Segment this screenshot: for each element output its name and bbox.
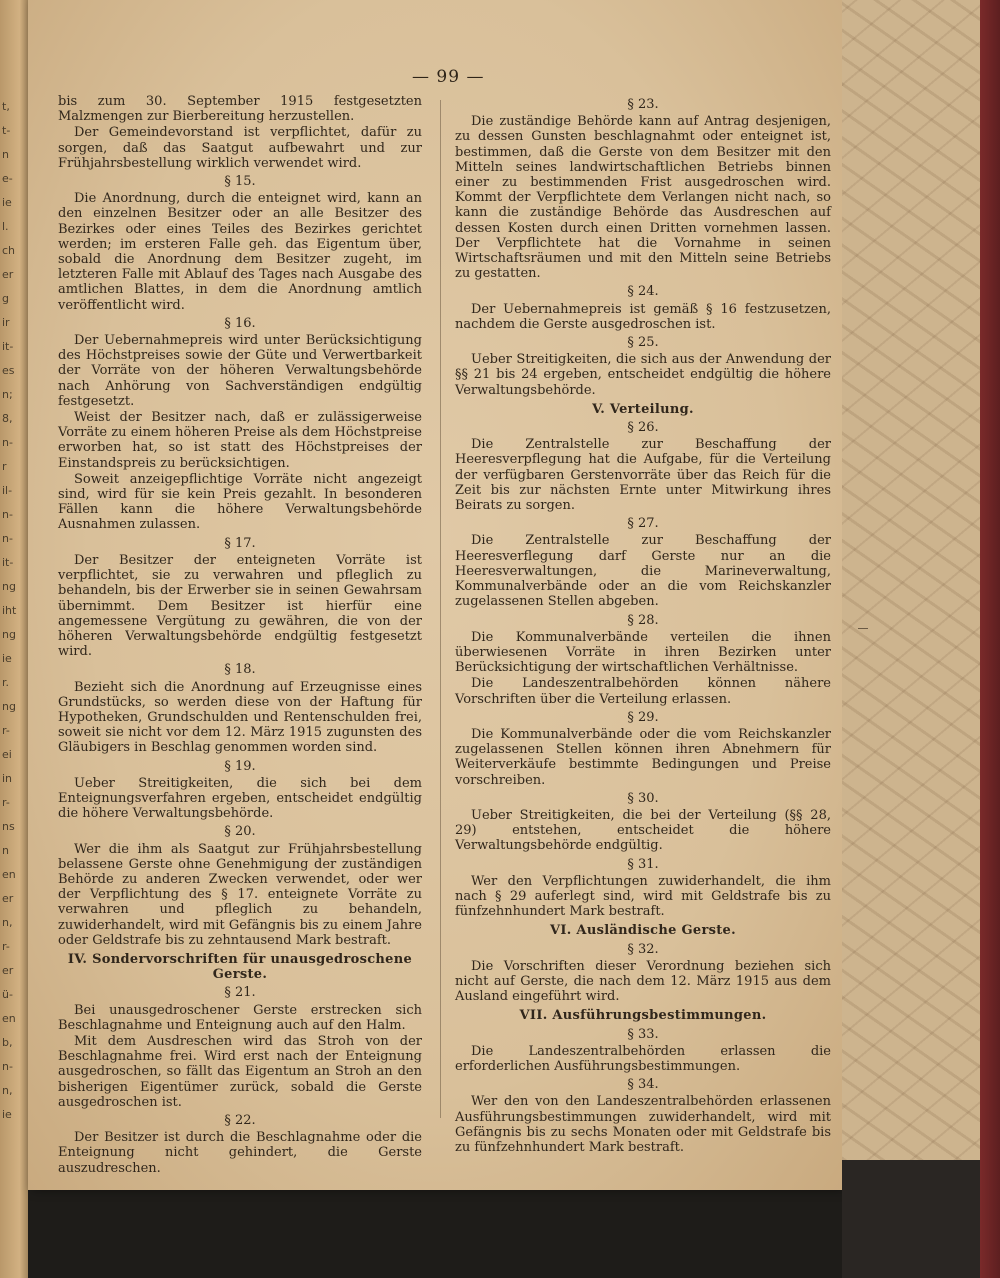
section-number: § 22. xyxy=(224,1113,256,1128)
paragraph: Soweit anzeigepflichtige Vorräte nicht angezeigt sind, wird für sie kein Preis gezahlt. In besonderen Fällen kann die höhere Verwaltungsbehörde Ausnahmen zulassen. xyxy=(58,471,422,533)
section-number: § 29. xyxy=(627,709,659,725)
section-heading: VI. Ausländische Gerste. xyxy=(550,923,736,939)
edge-text-fragment: ir xyxy=(2,316,10,329)
section-number: § 31. xyxy=(627,856,659,872)
section-number: § 18. xyxy=(224,662,256,678)
edge-text-fragment: b, xyxy=(2,1036,13,1049)
edge-text-fragment: ie xyxy=(2,196,12,209)
paragraph: Wer den von den Landeszentralbehörden erlassenen Ausführungsbestimmungen zuwiderhandelt, wird mit Gefängnis bis zu sechs Monaten oder mit Geldstrafe bis zu fünfzehnhundert Mark bestraft. xyxy=(455,1094,831,1155)
edge-text-fragment: ng xyxy=(2,628,16,641)
paragraph: Die Vorschriften dieser Verordnung beziehen sich nicht auf Gerste, die nach dem 12. März 1915 aus dem Ausland eingeführt wird. xyxy=(455,958,831,1005)
section-number: § 21. xyxy=(224,985,256,1001)
edge-text-fragment: ei xyxy=(2,748,12,761)
paragraph: Die Landeszentralbehörden können nähere Vorschriften über die Verteilung erlassen. xyxy=(455,676,831,707)
left-column xyxy=(58,94,422,1177)
edge-text-fragment: n xyxy=(2,148,9,161)
edge-text-fragment: es xyxy=(2,364,15,377)
section-number: § 19. xyxy=(224,758,256,774)
paragraph: Weist der Besitzer nach, daß er zulässigerweise Vorräte zu einem höheren Preise als dem Höchstpreise erworben hat, so ist statt des Höchstpreises der Einstandspreis zu berücksichtigen. xyxy=(58,410,422,471)
edge-text-fragment: ns xyxy=(2,820,15,833)
edge-text-fragment: ie xyxy=(2,652,12,665)
edge-text-fragment: ü- xyxy=(2,988,13,1001)
paragraph: Die Zentralstelle zur Beschaffung der Heeresverflegung darf Gerste nur an die Heeresverwaltungen, die Marineverwaltung, Kommunalverbände oder an die vom Reichskanzler zugelassenen Stellen abgeben. xyxy=(455,533,831,610)
edge-text-fragment: er xyxy=(2,964,14,977)
section-heading: V. Verteilung. xyxy=(592,401,694,417)
section-number: § 17. xyxy=(224,535,256,551)
book-binding xyxy=(842,1160,1000,1278)
paragraph: Die zuständige Behörde kann auf Antrag desjenigen, zu dessen Gunsten beschlagnahmt oder enteignet ist, bestimmen, daß die Gerste von dem Besitzer mit den Mitteln seines landwirtschaftlichen Betriebs binnen einer zu bestimmenden Frist ausgedroschen wird. Kommt der Verpflichtete dem Verlangen nicht nach, so kann die zuständige Behörde das Ausdreschen auf dessen Kosten durch einen Dritten vornehmen lassen. Der Verpflichtete hat die Vornahme in seinen Wirtschaftsräumen und mit den Mitteln seine Betriebs zu gestatten. xyxy=(455,114,831,282)
paragraph: Ueber Streitigkeiten, die sich bei dem Enteignungsverfahren ergeben, entscheidet endgültig die höhere Verwaltungsbehörde. xyxy=(58,775,422,822)
paragraph: Die Landeszentralbehörden erlassen die erforderlichen Ausführungsbestimmungen. xyxy=(455,1043,831,1074)
edge-text-fragment: n xyxy=(2,844,9,857)
edge-text-fragment: it- xyxy=(2,340,14,353)
edge-text-fragment: r- xyxy=(2,724,10,737)
section-number: § 25. xyxy=(627,335,659,351)
section-number: § 23. xyxy=(627,97,659,112)
paragraph: Der Uebernahmepreis wird unter Berücksichtigung des Höchstpreises sowie der Güte und Verwertbarkeit der Vorräte von der höheren Verwaltungsbehörde nach Anhörung von Sachverständigen endgültig festgesetzt. xyxy=(58,333,422,409)
edge-text-fragment: en xyxy=(2,1012,16,1025)
right-column xyxy=(455,94,831,1156)
section-number: § 34. xyxy=(627,1077,659,1093)
page-number: — 99 — xyxy=(412,67,485,87)
edge-text-fragment: ng xyxy=(2,580,16,593)
edge-text-fragment: r. xyxy=(2,676,10,689)
edge-text-fragment: n- xyxy=(2,532,13,545)
edge-text-fragment: it- xyxy=(2,556,14,569)
edge-text-fragment: e- xyxy=(2,172,13,185)
edge-text-fragment: ng xyxy=(2,700,16,713)
edge-text-fragment: 8, xyxy=(2,412,13,425)
paragraph: Bei unausgedroschener Gerste erstrecken sich Beschlagnahme und Enteignung auch auf den Halm. xyxy=(58,1002,422,1033)
marbled-endpaper xyxy=(842,0,1000,1160)
previous-page-edge xyxy=(0,0,28,1278)
edge-text-fragment: l. xyxy=(2,220,9,233)
paragraph: Wer den Verpflichtungen zuwiderhandelt, die ihm nach § 29 auferlegt sind, wird mit Geldstrafe bis zu fünfzehnhundert Mark bestraft. xyxy=(455,873,831,920)
paragraph: Der Uebernahmepreis ist gemäß § 16 festzusetzen, nachdem die Gerste ausgedroschen ist. xyxy=(455,301,831,332)
paragraph: Ueber Streitigkeiten, die sich aus der Anwendung der §§ 21 bis 24 ergeben, entscheidet endgültig die höhere Verwaltungsbehörde. xyxy=(455,352,831,398)
paragraph: Ueber Streitigkeiten, die bei der Verteilung (§§ 28, 29) entstehen, entscheidet die höhere Verwaltungsbehörde endgültig. xyxy=(455,807,831,854)
edge-text-fragment: t- xyxy=(2,124,11,137)
section-heading: VII. Ausführungsbestimmungen. xyxy=(519,1008,767,1024)
paragraph: bis zum 30. September 1915 festgesetzten Malzmengen zur Bierbereitung herzustellen. xyxy=(58,94,422,125)
edge-text-fragment: ch xyxy=(2,244,16,257)
section-heading: IV. Sondervorschriften für unausgedroschene Gerste. xyxy=(67,951,413,983)
binding-spine-edge xyxy=(980,0,1000,1278)
edge-text-fragment: r- xyxy=(2,940,10,953)
section-number: § 30. xyxy=(627,790,659,806)
section-number: § 20. xyxy=(224,824,256,840)
edge-text-fragment: n, xyxy=(2,1084,13,1097)
paragraph: Der Besitzer der enteigneten Vorräte ist verpflichtet, sie zu verwahren und pfleglich zu behandeln, bis der Erwerber sie in seinen Gewahrsam übernimmt. Dem Besitzer ist hierfür eine angemessene Vergütung zu gewähren, die von der höheren Verwaltungsbehörde endgültig festgesetzt wird. xyxy=(58,552,422,660)
section-number: § 16. xyxy=(224,315,256,331)
edge-text-fragment: n- xyxy=(2,508,13,521)
section-number: § 27. xyxy=(627,516,659,532)
edge-text-fragment: n; xyxy=(2,388,13,401)
paragraph: Bezieht sich die Anordnung auf Erzeugnisse eines Grundstücks, so werden diese von der Haftung für Hypotheken, Grundschulden und Rentenschulden frei, soweit sie nicht vor dem 12. März 1915 zugunsten des Gläubigers in Beschlag genommen worden sind. xyxy=(58,679,422,756)
edge-text-fragment: er xyxy=(2,892,14,905)
paragraph: Mit dem Ausdreschen wird das Stroh von der Beschlagnahme frei. Wird erst nach der Enteignung ausgedroschen, so fällt das Eigentum an Stroh an den bisherigen Eigentümer zurück, sobald die Gerste ausgedroschen ist. xyxy=(58,1033,422,1110)
paragraph: Der Besitzer ist durch die Beschlagnahme oder die Enteignung nicht gehindert, die Gerste auszudreschen. xyxy=(58,1130,422,1176)
paragraph: Der Gemeindevorstand ist verpflichtet, dafür zu sorgen, daß das Saatgut aufbewahrt und zur Frühjahrsbestellung wirklich verwendet wird. xyxy=(58,125,422,171)
section-number: § 15. xyxy=(224,174,256,190)
section-number: § 24. xyxy=(627,284,659,300)
section-number: § 33. xyxy=(627,1026,659,1042)
edge-text-fragment: ie xyxy=(2,1108,12,1121)
endpaper-mark xyxy=(858,628,868,629)
column-divider xyxy=(440,100,441,1118)
paragraph: Die Anordnung, durch die enteignet wird, kann an den einzelnen Besitzer oder an alle Besitzer des Bezirkes oder eines Teiles des Bezirkes gerichtet werden; im ersteren Falle geh. das Eigentum über, sobald die Anordnung dem Besitzer zugeht, im letzteren Falle mit Ablauf des Tages nach Ausgabe des amtlichen Blattes, in dem die Anordnung amtlich veröffentlicht wird. xyxy=(58,191,422,313)
edge-text-fragment: g xyxy=(2,292,9,305)
edge-text-fragment: il- xyxy=(2,484,13,497)
edge-text-fragment: r xyxy=(2,460,7,473)
edge-text-fragment: in xyxy=(2,772,13,785)
edge-text-fragment: n- xyxy=(2,1060,13,1073)
section-number: § 28. xyxy=(627,612,659,628)
paragraph: Die Kommunalverbände verteilen die ihnen überwiesenen Vorräte in ihren Bezirken unter Berücksichtigung der wirtschaftlichen Verhältnisse. xyxy=(455,629,831,676)
edge-text-fragment: iht xyxy=(2,604,17,617)
edge-text-fragment: n- xyxy=(2,436,13,449)
edge-text-fragment: er xyxy=(2,268,14,281)
section-number: § 26. xyxy=(627,420,659,436)
paragraph: Wer die ihm als Saatgut zur Frühjahrsbestellung belassene Gerste ohne Genehmigung der zuständigen Behörde zu anderen Zwecken verwendet, oder wer der Verpflichtung des § 17. enteignete Vorräte zu verwahren und pfleglich zu behandeln, zuwiderhandelt, wird mit Gefängnis bis zu einem Jahre oder Geldstrafe bis zu zehntausend Mark bestraft. xyxy=(58,841,422,948)
edge-text-fragment: n, xyxy=(2,916,13,929)
edge-text-fragment: r- xyxy=(2,796,10,809)
paragraph: Die Zentralstelle zur Beschaffung der Heeresverpflegung hat die Aufgabe, für die Verteilung der verfügbaren Gerstenvorräte über das Reich für die Zeit bis zur nächsten Ernte unter Mitwirkung ihres Beirats zu sorgen. xyxy=(455,437,831,514)
edge-text-fragment: t, xyxy=(2,100,10,113)
paragraph: Die Kommunalverbände oder die vom Reichskanzler zugelassenen Stellen können ihren Abnehmern für Weiterverkäufe bestimmte Bedingungen und Preise vorschreiben. xyxy=(455,726,831,788)
edge-text-fragment: en xyxy=(2,868,16,881)
section-number: § 32. xyxy=(627,941,659,957)
